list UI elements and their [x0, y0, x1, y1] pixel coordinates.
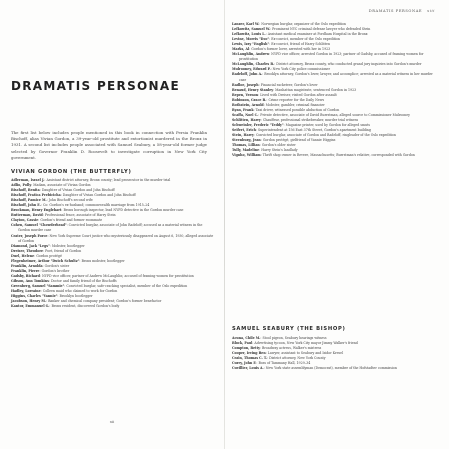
person-entry: Radloe, Joseph: Financial racketeer, Gordon's lover — [232, 82, 318, 87]
person-entry: Stein, Harry: Convicted burglar, associate of Gordon and Radeloff, ringleader of the Oslo expedition — [232, 133, 396, 138]
page-title: DRAMATIS PERSONAE — [11, 79, 180, 93]
person-description: Magazine printer, used by Gordon for alleged smuts — [285, 122, 370, 127]
person-description: Gordon's older sister — [261, 143, 296, 148]
left-page-number: xii — [109, 420, 115, 424]
person-entry: Levine, Morris "Doc": Ex-convict, member of the Oslo expedition — [232, 37, 340, 42]
person-name: Butterman, David — [11, 213, 43, 218]
person-description: Doctor and family friend of the Bischoffs — [50, 278, 117, 283]
person-name: Radeloff, John A. — [232, 72, 263, 77]
person-entry: Radeloff, John A.: Brooklyn attorney, Gordon's lover, lawyer, and accomplice; arrested as a material witness in her murder case — [232, 72, 433, 82]
seabury-entries-list — [232, 336, 438, 371]
person-name: Duel, Helene — [11, 253, 35, 258]
person-description: Gordon's former lover, arrested with her in 1923 — [251, 47, 331, 52]
person-description: Daughter of Vivian Gordon and John Bischoff — [62, 193, 136, 198]
person-entry: Repen, Vernon: Lived with Dreiser, visited Gordon after assault — [232, 92, 337, 97]
person-name: Tully, Madeline — [232, 148, 260, 153]
person-name: Cuvillier, Louis A. — [232, 366, 264, 371]
person-name: Seifert, Erich — [232, 127, 256, 132]
person-name: Lewis, Izzy "English" — [232, 42, 270, 47]
person-entry: Seifert, Erich: Superintendent at 156 East 37th Street, Gordon's apartment building — [232, 127, 371, 132]
person-entry: Cuvillier, Louis A.: New York state assemblyman (Democrat), member of the Hofstadter commission — [232, 366, 397, 371]
person-entry: Brockman, Henry Englehart: Bronx borough inspector, lead NYPD detective in the Gordon murder case — [11, 208, 184, 213]
person-description: Boss of Tammany Hall, 1929–34 — [258, 361, 311, 366]
person-description: Brooklyn bootlegger — [59, 294, 93, 299]
person-name: Compton, Betty — [232, 346, 260, 351]
person-description: Superintendent at 156 East 37th Street, Gordon's apartment building — [257, 127, 371, 132]
person-entry: Lefkowitz, Samuel W.: Prominent NYC criminal defense lawyer who defended Stein — [232, 27, 371, 32]
person-description: Crime reporter for the Daily News — [268, 97, 325, 102]
left-page — [0, 0, 224, 449]
person-description: Madam, associate of Vivian Gordon — [33, 183, 91, 188]
running-head — [369, 9, 435, 13]
person-description: John Bischoff's second wife — [48, 198, 93, 203]
person-name: Repen, Vernon — [232, 92, 259, 97]
person-entry: Gibson, Ann Tomkins: Doctor and family friend of the Bischoffs — [11, 278, 117, 283]
person-name: Thomas, Lillian — [232, 143, 260, 148]
person-description: Advertising tycoon, New York City mayor Jimmy Walker's friend — [254, 341, 358, 346]
person-description: Lived with Dreiser, visited Gordon after assault — [260, 92, 337, 97]
person-entry: Thomas, Lillian: Gordon's older sister — [232, 143, 296, 148]
person-name: Stein, Harry — [232, 133, 254, 138]
person-description: Ex-convict, friend of Harry Schlitten — [271, 42, 330, 47]
person-entry: Renaud, Henry Stanley: Manhattan magistrate, sentenced Gordon in 1923 — [232, 87, 357, 92]
person-description: Thrift shop owner in Revere, Massachusetts; Burrstman's relative, corresponded with Gordon — [262, 153, 415, 158]
section-heading-gordon: VIVIAN GORDON (THE BUTTERFLY) — [11, 169, 132, 175]
person-description: Poet, friend of Gordon — [45, 248, 82, 253]
person-entry: Hadley, Lorraine: Colleen maid who claimed to work for Gordon — [11, 289, 118, 294]
person-description: Bronx mobster, bootlegger — [81, 258, 125, 263]
person-name: Gadsby, Richard — [11, 273, 40, 278]
person-entry: Tully, Madeline: Harry Stein's landlady — [232, 148, 298, 153]
gordon-entries-continued-list — [232, 22, 438, 158]
person-description: Banker and chemical company president; Gordon's former benefactor — [48, 299, 162, 304]
person-description: District attorney, Bronx county, who conducted grand jury inquiries into Gordon's murder — [276, 62, 422, 67]
person-entry: Greenberg, Samuel "Sammie": Convicted burglar, safe-cracking specialist, member of the Oslo expedition — [11, 283, 188, 288]
person-entry: Jacobson, Henry M.: Banker and chemical company president; Gordon's former benefactor — [11, 299, 162, 304]
person-description: Taxi driver, witnessed possible abduction of Gordon — [255, 107, 340, 112]
person-name: Schweinler, Frederic "Teddy" — [232, 122, 284, 127]
person-name: Adlio, Polly — [11, 183, 32, 188]
person-entry: Ryan, Frank: Taxi driver, witnessed possible abduction of Gordon — [232, 107, 340, 112]
running-head-page-number: xiii — [427, 9, 435, 13]
person-entry: Curry, John F.: Boss of Tammany Hall, 1929–34 — [232, 361, 311, 366]
person-name: Steenburg, Jean — [232, 138, 261, 143]
person-entry: Rothstein, Arnold: Mobster, gambler, criminal financier — [232, 102, 325, 107]
person-entry: Adlerman, Israel J.: Assistant district attorney, Bronx county; lead prosecutor in the murder trial — [11, 178, 171, 182]
person-name: Adlerman, Israel J. — [11, 178, 45, 182]
person-description: Stool pigeon, Seabury hearings witness — [262, 336, 327, 340]
person-description: NYPD vice officer, partner of Andrew McLaughlin; accused of framing women for prostitution — [42, 273, 194, 278]
person-entry: Block, Paul: Advertising tycoon, New York City mayor Jimmy Walker's friend — [232, 341, 358, 346]
person-description: Harry Stein's landlady — [261, 148, 298, 153]
person-entry: Kantor, Emmanuel G.: Bronx resident, discovered Gordon's body — [11, 304, 120, 309]
person-entry: Adlio, Polly: Madam, associate of Vivian Gordon — [11, 183, 91, 188]
person-description: Gordon's friend and former roommate — [40, 218, 103, 223]
person-entry: Gadsby, Richard: NYPD vice officer, partner of Andrew McLaughlin; accused of framing women for prostitution — [11, 273, 194, 278]
person-entry: Bischoff, John E.: Co: Gordon's ex-husband; commonwealth marriage from 1915–24 — [11, 203, 150, 208]
person-name: Diamond, Jack "Legs" — [11, 243, 50, 248]
person-entry: Lefkowitz, Louis L.: Assistant medical examiner at Fordham Hospital in the Bronx — [232, 32, 368, 37]
person-description: Convicted burglar, associate of Gordon and Radeloff, ringleader of the Oslo expedition — [255, 133, 396, 138]
person-description: Gordon's brother — [41, 268, 70, 273]
person-name: Marks, Al — [232, 47, 250, 52]
person-entry: Acuna, Chile M.: Stool pigeon, Seabury hearings witness — [232, 336, 327, 340]
person-description: Prominent NYC criminal defense lawyer who defended Stein — [272, 27, 371, 32]
person-name: Levine, Morris "Doc" — [232, 37, 270, 42]
person-name: Franklin, Pierre — [11, 268, 40, 273]
person-entry: Bischoff, Fratica Prebicicha: Daughter of Vivian Gordon and John Bischoff — [11, 193, 136, 198]
person-entry: Lanzer, Karl W.: Norwegian burglar, organizer of the Oslo expedition — [232, 22, 346, 26]
person-name: Bischoff, John E. — [11, 203, 41, 208]
person-entry: McLaughlin, Charles B.: District attorney, Bronx county, who conducted grand jury inquiries into Gordon's murder — [232, 62, 422, 67]
person-name: Vignho, William — [232, 153, 261, 158]
person-entry: Robinson, Grace B.: Crime reporter for the Daily News — [232, 97, 325, 102]
person-name: Cooper, Irving Ben — [232, 351, 266, 356]
person-description: New York Supreme Court justice who mysteriously disappeared on August 6, 1930, alleged associate of Gordon — [18, 233, 214, 243]
person-entry: Diamond, Jack "Legs": Mobster, bootlegger — [11, 243, 85, 248]
person-name: Block, Paul — [232, 341, 253, 346]
person-name: Bischoff, Fratica Prebicicha — [11, 193, 61, 198]
person-description: Gordon protégé, girlfriend of Vannie Higgins — [262, 138, 336, 143]
person-name: Acuna, Chile M. — [232, 336, 261, 340]
person-name: Crater, Joseph Force — [11, 233, 48, 238]
person-entry: Schlitten, Harry: Chauffeur, professional strikebreaker, murder trial witness — [232, 117, 359, 122]
person-name: Franklin, Arnolda — [11, 263, 43, 268]
person-entry: Higgins, Charles "Vannie": Brooklyn bootlegger — [11, 294, 93, 299]
person-name: Hadley, Lorraine — [11, 289, 41, 294]
person-entry: Vignho, William: Thrift shop owner in Revere, Massachusetts; Burrstman's relative, corresponded with Gordon — [232, 153, 415, 158]
person-description: Lawyer, assistant to Seabury and Isidor Kresel — [267, 351, 344, 356]
person-description: Manhattan magistrate, sentenced Gordon in 1923 — [275, 87, 357, 92]
person-name: Crain, Thomas C. T. — [232, 356, 267, 361]
person-description: Mobster, bootlegger — [51, 243, 85, 248]
person-description: New York state assemblyman (Democrat), member of the Hofstadter commission — [265, 366, 397, 371]
gordon-entries-list — [11, 178, 214, 309]
person-entry: Schweinler, Frederic "Teddy": Magazine printer, used by Gordon for alleged smuts — [232, 122, 370, 127]
person-entry: Flegenheimer, Arthur "Dutch Schultz": Bronx mobster, bootlegger — [11, 258, 125, 263]
person-entry: Cohen, Samuel "Chowderhead": Convicted burglar, associate of John Radeloff; accused as a material witness in the Gordon murder case — [11, 223, 203, 233]
person-description: NYPD vice officer, arrested Gordon in 1923; partner of Gadsby, accused of framing women for prostitution — [239, 52, 424, 62]
person-name: Bischoff, Pamice M. — [11, 198, 47, 203]
section-heading-seabury: SAMUEL SEABURY (THE BISHOP) — [232, 326, 346, 332]
person-entry: Bischoff, Benita: Daughter of Vivian Gordon and John Bischoff — [11, 188, 115, 193]
person-entry: Franklin, Arnolda: Gordon's sister — [11, 263, 70, 268]
person-name: Cohen, Samuel "Chowderhead" — [11, 223, 67, 228]
person-description: Ex-convict, member of the Oslo expedition — [271, 37, 340, 42]
person-description: Gordon protégé — [36, 253, 62, 258]
person-entry: Clayton, Cassie: Gordon's friend and former roommate — [11, 218, 103, 223]
person-description: Norwegian burglar, organizer of the Oslo expedition — [261, 22, 346, 26]
person-entry: Dreiser, Theodore: Poet, friend of Gordon — [11, 248, 82, 253]
person-name: Curry, John F. — [232, 361, 257, 366]
intro-paragraph: The first list below includes people mentioned in this book in connection with Persia Franklin Bischoff, alias Vivian Gordon, a 39-year-old prostitute and extortionist murdered in the Bronx in 1931. A second list includes people associated with Samuel Seabury, a 58-year-old former judge selected by Governor Franklin D. Roosevelt to investigate corruption in New York City government. — [11, 130, 207, 160]
person-name: Schlitten, Harry — [232, 117, 261, 122]
person-description: Broadway actress, Walker's mistress — [262, 346, 322, 351]
person-description: Daughter of Vivian Gordon and John Bischoff — [41, 188, 115, 193]
person-entry: Scaffa, Noel C.: Private detective, associate of David Burrstman, alleged source to Commissioner Mulrooney — [232, 112, 410, 117]
person-name: Bischoff, Benita — [11, 188, 40, 193]
person-description: Colleen maid who claimed to work for Gordon — [42, 289, 118, 294]
person-entry: Marks, Al: Gordon's former lover, arrested with her in 1923 — [232, 47, 331, 52]
person-description: Co: Gordon's ex-husband; commonwealth marriage from 1915–24 — [42, 203, 150, 208]
person-name: Clayton, Cassie — [11, 218, 39, 223]
person-description: Assistant district attorney, Bronx county; lead prosecutor in the murder trial — [46, 178, 171, 182]
person-description: Gordon's sister — [44, 263, 70, 268]
person-name: McLaughlin, Charles B. — [232, 62, 275, 67]
person-description: Financial racketeer, Gordon's lover — [260, 82, 318, 87]
person-entry: Compton, Betty: Broadway actress, Walker's mistress — [232, 346, 322, 351]
person-name: Dreiser, Theodore — [11, 248, 44, 253]
person-name: Mulrooney, Edward P. — [232, 67, 271, 72]
person-description: Convicted burglar, safe-cracking specialist, member of the Oslo expedition — [66, 283, 188, 288]
person-name: Radloe, Joseph — [232, 82, 259, 87]
person-description: Mobster, gambler, criminal financier — [265, 102, 325, 107]
person-description: Bronx borough inspector, lead NYPD detective in the Gordon murder case — [63, 208, 184, 213]
person-description: Professional fence, associate of Harry Stein — [44, 213, 116, 218]
person-entry: Franklin, Pierre: Gordon's brother — [11, 268, 70, 273]
person-entry: Lewis, Izzy "English": Ex-convict, friend of Harry Schlitten — [232, 42, 330, 47]
person-description: Convicted burglar, associate of John Radeloff; accused as a material witness in the Gordon murder case — [18, 223, 203, 233]
person-description: Bronx resident, discovered Gordon's body — [51, 304, 120, 309]
person-entry: Duel, Helene: Gordon protégé — [11, 253, 62, 258]
person-name: Rothstein, Arnold — [232, 102, 264, 107]
person-name: Scaffa, Noel C. — [232, 112, 259, 117]
person-name: Brockman, Henry Englehart — [11, 208, 62, 213]
person-name: Kantor, Emmanuel G. — [11, 304, 50, 309]
person-name: Flegenheimer, Arthur "Dutch Schultz" — [11, 258, 80, 263]
right-page — [225, 0, 449, 449]
person-entry: Cooper, Irving Ben: Lawyer, assistant to Seabury and Isidor Kresel — [232, 351, 344, 356]
person-name: Renaud, Henry Stanley — [232, 87, 274, 92]
person-name: Greenberg, Samuel "Sammie" — [11, 283, 65, 288]
person-name: Jacobson, Henry M. — [11, 299, 46, 304]
person-entry: Bischoff, Pamice M.: John Bischoff's second wife — [11, 198, 93, 203]
person-description: District attorney, New York County — [269, 356, 326, 361]
person-description: Assistant medical examiner at Fordham Hospital in the Bronx — [267, 32, 368, 37]
person-name: Lanzer, Karl W. — [232, 22, 260, 26]
person-name: Ryan, Frank — [232, 107, 254, 112]
person-description: Private detective, associate of David Burrstman, alleged source to Commissioner Mulrooney — [260, 112, 410, 117]
person-entry: McLaughlin, Andrew: NYPD vice officer, arrested Gordon in 1923; partner of Gadsby, accused of framing women for prostitution — [232, 52, 424, 62]
person-entry: Crain, Thomas C. T.: District attorney, New York County — [232, 356, 326, 361]
person-description: Brooklyn attorney, Gordon's lover, lawyer, and accomplice; arrested as a material witness in her murder case — [239, 72, 433, 82]
person-entry: Steenburg, Jean: Gordon protégé, girlfriend of Vannie Higgins — [232, 138, 336, 143]
running-head-title: DRAMATIS PERSONAE — [368, 9, 423, 13]
person-name: Higgins, Charles "Vannie" — [11, 294, 58, 299]
person-name: Lefkowitz, Louis L. — [232, 32, 266, 37]
person-name: Robinson, Grace B. — [232, 97, 267, 102]
person-entry: Butterman, David: Professional fence, associate of Harry Stein — [11, 213, 116, 218]
person-entry: Mulrooney, Edward P.: New York City police commissioner — [232, 67, 330, 72]
person-description: New York City police commissioner — [272, 67, 330, 72]
person-name: McLaughlin, Andrew — [232, 52, 270, 57]
person-name: Lefkowitz, Samuel W. — [232, 27, 271, 32]
person-entry: Crater, Joseph Force: New York Supreme Court justice who mysteriously disappeared on August 6, 1930, alleged associate of Gordon — [11, 233, 214, 243]
person-description: Chauffeur, professional strikebreaker, murder trial witness — [262, 117, 359, 122]
person-name: Gibson, Ann Tomkins — [11, 278, 49, 283]
